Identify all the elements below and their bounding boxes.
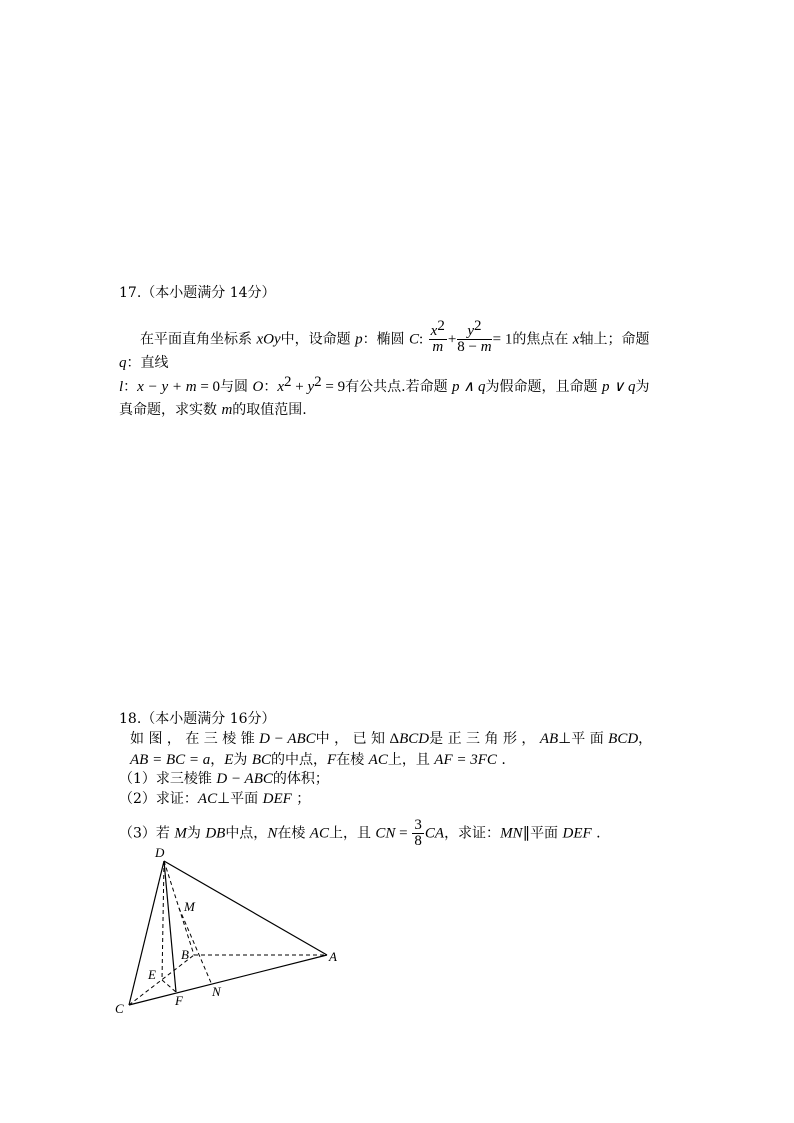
segment-MN xyxy=(179,908,212,985)
q17-line1: 在平面直角坐标系 xOy中，设命题 p：椭圆 C: $\frac{x^2}{m}$ + $\frac{y^2}{8 - m}$ = 1的焦点在 x轴上；命题 xyxy=(140,318,650,355)
label-B: B xyxy=(181,947,189,962)
q17-line3: l：x − y + m = 0与圆 O：$x^2 + y^2 = 9$有公共点.若命题 p ∧ q为假命题，且命题 p ∨ q为 xyxy=(119,374,650,395)
fraction-x2-over-m: $\frac{x^2}{m}$ xyxy=(430,318,445,355)
label-E: E xyxy=(148,967,156,982)
edge-DF xyxy=(164,861,176,992)
fraction-y2-over-8-m: $\frac{y^2}{8 - m}$ xyxy=(457,318,492,355)
q18-part3: （3）若 M为 DB中点，N在棱 AC上，且 CN = $\frac{3}{8}$ CA，求证：MN∥平面 DEF . xyxy=(119,817,601,849)
q18-header: 18.（本小题满分 16分） xyxy=(119,711,276,727)
fraction-3-over-8: $\frac{3}{8}$ xyxy=(414,817,422,849)
edge-CB xyxy=(129,955,194,1005)
q17-line2: q：直线 xyxy=(119,355,169,371)
q18-part2: （2）求证：AC⊥平面 DEF ； xyxy=(119,791,311,807)
edge-DA xyxy=(164,861,327,955)
label-A: A xyxy=(329,949,337,964)
q18-line1: 如 图 ， 在 三 棱 锥 D − ABC中 ， 已 知 ΔBCD是 正 三 角 形 ， AB⊥平 面 BCD， xyxy=(130,731,653,747)
label-M: M xyxy=(184,899,195,914)
segment-DE xyxy=(162,861,164,980)
edge-CA xyxy=(129,955,327,1005)
q18-part1: （1）求三棱锥 D − ABC的体积； xyxy=(119,771,329,787)
label-D: D xyxy=(155,845,165,860)
label-F: F xyxy=(175,993,183,1008)
segment-EF xyxy=(162,980,176,992)
label-N: N xyxy=(212,984,221,999)
q17-line4: 真命题，求实数 m的取值范围. xyxy=(119,402,307,418)
label-C: C xyxy=(115,1001,124,1016)
edge-DC xyxy=(129,861,164,1005)
edge-DB xyxy=(164,861,194,955)
q17-header: 17.（本小题满分 14分） xyxy=(119,285,276,301)
q18-line2: AB = BC = a，E为 BC的中点，F在棱 AC上，且 AF = 3FC . xyxy=(130,752,506,768)
